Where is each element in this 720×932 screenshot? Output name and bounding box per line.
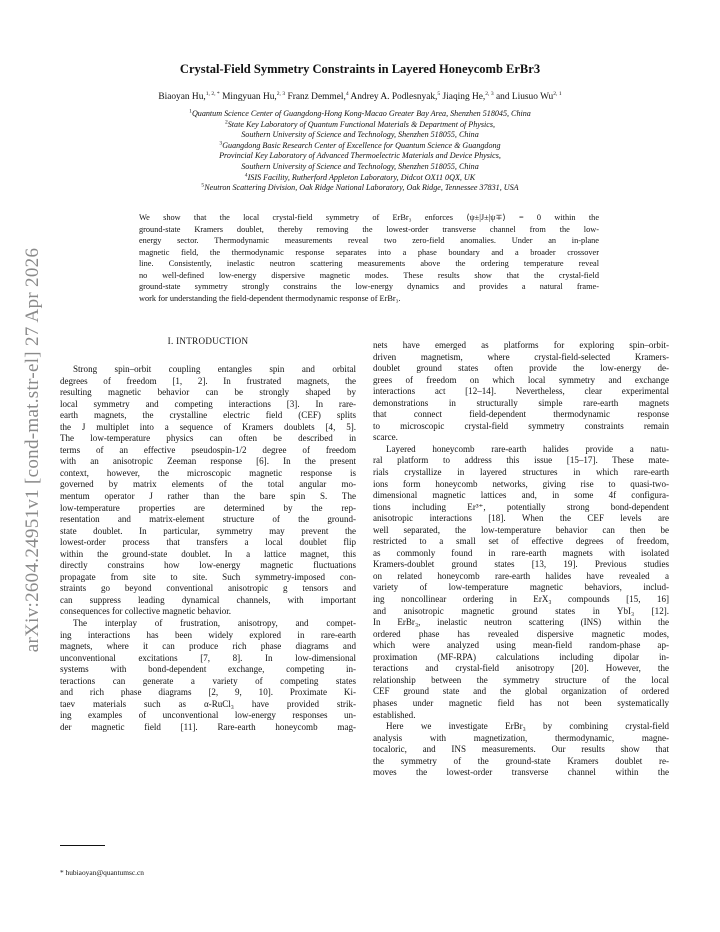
body-text-line: dimensional magnetic lattices and, in some 4f configura- — [373, 490, 669, 501]
author-name: Biaoyan Hu, — [158, 92, 206, 102]
author-name: Jiaqing He, — [440, 92, 486, 102]
body-text-line: ing examples of unconventional low-energy responses un- — [60, 710, 356, 721]
body-text-line: Kramers-doublet ground states [13, 19]. Previous studies — [373, 559, 669, 570]
affiliation-line — [0, 183, 720, 194]
body-text-line: Strong spin–orbit coupling entangles spin and orbital — [73, 364, 356, 374]
affiliation-line — [0, 141, 720, 152]
body-text-line: resentation and matrix-element structure of the ground- — [60, 514, 356, 525]
footnote-rule — [60, 845, 105, 846]
body-text-line: Here we investigate ErBr₃ by combining crystal-field — [386, 721, 669, 732]
body-text-line: taev materials such as α-RuCl₃ have provided strik- — [60, 698, 356, 709]
abstract-line: ground-state symmetry strongly constrains the low-energy dynamics and provides a natural frame- — [139, 282, 599, 292]
abstract-line: line. Consistently, inelastic neutron scattering measurements above the ordering temperature reveal — [139, 259, 599, 269]
author-name: Andrey A. Podlesnyak, — [348, 92, 438, 102]
body-text-line: consequences for collective magnetic behavior. — [60, 606, 232, 617]
body-text-line: In ErBr₃, inelastic neutron scattering (INS) within the — [373, 617, 669, 628]
affiliation-marker: 4 — [244, 171, 248, 178]
body-text-line: which were analyzed using mean-field random-phase ap- — [373, 640, 669, 651]
paper-title: Crystal-Field Symmetry Constraints in Layered Honeycomb ErBr3 — [179, 62, 541, 76]
body-text-line: ing interactions has been widely explored in rare-earth — [60, 629, 356, 640]
body-text-line: earth magnets, the crystalline electric field (CEF) splits — [60, 410, 356, 421]
body-text-line: analysis with magnetization, thermodynamic, magne- — [373, 732, 669, 743]
body-text-line: ing noncollinear ordering in ErX₃ compounds [15, 16] — [373, 594, 669, 605]
abstract-line: work for understanding the field-dependent thermodynamic response of ErBr₃. — [139, 293, 401, 303]
right-column — [373, 340, 669, 779]
body-text-line: anisotropic interactions [18]. When the CEF levels are — [373, 513, 669, 524]
left-column — [60, 336, 356, 734]
body-text-line: established. — [373, 709, 416, 720]
body-text-line: restricted to a small set of effective degrees of freedom, — [373, 536, 669, 547]
abstract-line: magnetic field, the thermodynamic response separates into a phase boundary and a broader crossover — [139, 247, 599, 257]
body-text-line: magnets, where it can produce rich phase diagrams and — [60, 641, 356, 652]
affiliation-list — [0, 109, 720, 194]
section-heading: I. INTRODUCTION — [167, 336, 249, 346]
body-text-line: propagate from site to site. Such symmetry-imposed con- — [60, 571, 356, 582]
body-text-line: degrees of freedom [1, 2]. In frustrated magnets, the — [60, 375, 356, 386]
affiliation-text: Neutron Scattering Division, Oak Ridge National Laboratory, Oak Ridge, Tennessee 37831, USA — [204, 183, 519, 193]
body-text-line: lowest-order process that transfers a local doublet flip — [60, 537, 356, 548]
body-text-line: governed by matrix elements of the total angular mo- — [60, 479, 356, 490]
body-text-line: moves the lowest-order transverse channel within the — [373, 767, 669, 778]
body-text-line: tions including Er³⁺, potentially strong bond-dependent — [373, 501, 669, 512]
body-text-line: local symmetry and competing interactions [3]. In rare- — [60, 398, 356, 409]
body-text-line: der magnetic field [11]. Rare-earth honeycomb mag- — [60, 721, 356, 732]
body-text-line: ordered phase has revealed dispersive magnetic modes, — [373, 628, 669, 639]
body-text-line: CEF ground state and the global organization of ordered — [373, 686, 669, 697]
abstract-line: We show that the local crystal-field symmetry of ErBr₃ enforces ⟨ψ±|J±|ψ∓⟩ = 0 within the — [139, 213, 599, 222]
affiliation-text: Guangdong Basic Research Center of Excellence for Quantum Science & Guangdong — [222, 140, 501, 150]
arxiv-sidebar — [18, 230, 48, 670]
body-text-line: The low-temperature physics can often be described in — [60, 433, 356, 444]
body-text-line: interactions act [12–14]. Nevertheless, clear experimental — [373, 386, 669, 397]
body-text-line: relationship between the symmetry structure of the local — [373, 674, 669, 685]
body-text-line: and rich phase diagrams [2, 9, 10]. Proximate Ki- — [60, 687, 356, 698]
affiliation-marker: 3 — [219, 140, 223, 147]
affiliation-text: State Key Laboratory of Quantum Functional Materials & Department of Physics, — [227, 119, 496, 129]
body-text-line: The interplay of frustration, anisotropy, and compet- — [73, 618, 356, 629]
body-text-line: Layered honeycomb rare-earth halides provide a natu- — [386, 443, 669, 454]
body-text-line: context, however, the microscopic magnetic response is — [60, 467, 356, 478]
body-text-line: demonstrations in structurally simple rare-earth magnets — [373, 397, 669, 408]
affiliation-text: Provincial Key Laboratory of Advanced Thermoelectric Materials and Device Physics, — [219, 151, 501, 161]
body-text-line: as commonly found in rare-earth magnets with isolated — [373, 547, 669, 558]
author-name: Franz Demmel, — [285, 92, 346, 102]
body-text-line: terms of an effective pseudospin-1/2 degree of freedom — [60, 444, 356, 455]
body-text-line: the J multiplet into a sequence of Kramers doublets [4, 5]. — [60, 421, 356, 432]
body-text-line: teractions can generate a variety of competing states — [60, 675, 356, 686]
body-text-line: state doublet. In particular, symmetry may prevent the — [60, 525, 356, 536]
author-affiliation-marker: 1, 2, * — [205, 90, 220, 97]
affiliation-marker: 2 — [224, 118, 228, 125]
body-text-line: tocaloric, and INS measurements. Our results show that — [373, 744, 669, 755]
abstract-line: energy sector. Thermodynamic measurements reveal two zero-field anomalies. Under an in-plane — [139, 236, 599, 246]
author-affiliation-marker: 5 — [437, 90, 441, 97]
body-text-line: rials crystallize in layered structures in which rare-earth — [373, 467, 669, 478]
author-affiliation-marker: 2, 1 — [553, 90, 562, 97]
affiliation-marker: 1 — [189, 108, 192, 115]
affiliation-text: ISIS Facility, Rutherford Appleton Laboratory, Didcot OX11 0QX, UK — [247, 172, 476, 182]
body-text-line: straints go beyond conventional anisotropic g tensors and — [60, 583, 356, 594]
body-text-line: ions form honeycomb networks, giving rise to quasi-two- — [373, 478, 669, 489]
author-list — [0, 92, 720, 102]
affiliation-line — [0, 130, 720, 141]
author-name: Mingyuan Hu, — [219, 92, 277, 102]
body-text-line: ral platform to address this issue [15–17]. These mate- — [373, 455, 669, 466]
body-text-line: to microscopic crystal-field symmetry constraints remain — [373, 420, 669, 431]
affiliation-text: Southern University of Science and Technology, Shenzhen 518055, China — [241, 130, 479, 140]
body-text-line: mentum operator J rather than the bare spin S. The — [60, 491, 356, 502]
body-text-line: with an anisotropic Zeeman response [6]. In the present — [60, 456, 356, 467]
body-text-line: driven magnetism, where crystal-field-selected Kramers- — [373, 351, 669, 362]
body-text-line: nets have emerged as platforms for exploring spin–orbit- — [373, 340, 669, 350]
body-text-line: can suppress leading dynamical channels, with important — [60, 594, 356, 605]
abstract-line: no well-defined low-energy dispersive magnetic modes. These results show that the crystal-field — [139, 270, 599, 280]
affiliation-line — [0, 109, 720, 120]
body-text-line: within the ground-state doublet. In a lattice magnet, this — [60, 548, 356, 559]
affiliation-text: Southern University of Science and Technology, Shenzhen 518055, China — [241, 161, 479, 171]
affiliation-line — [0, 120, 720, 131]
footnote: * hubiaoyan@quantumsc.cn — [60, 868, 144, 877]
author-affiliation-marker: 2, 3 — [485, 90, 494, 97]
affiliation-text: Quantum Science Center of Guangdong-Hong Kong-Macao Greater Bay Area, Shenzhen 518045, China — [191, 109, 531, 118]
body-text-line: well separated, the low-temperature behavior can then be — [373, 524, 669, 535]
affiliation-line — [0, 162, 720, 173]
body-text-line: scarce. — [373, 432, 398, 443]
abstract-line: ground-state Kramers doublet, thereby removing the lowest-order transverse channel from the low- — [139, 224, 599, 234]
affiliation-marker: 5 — [201, 182, 205, 189]
body-text-line: directly constrains how low-energy magnetic fluctuations — [60, 560, 356, 571]
arxiv-identifier: arXiv:2604.24951v1 [cond-mat.str-el] 27 Apr 2026 — [22, 247, 43, 653]
body-text-line: proximation (MF-RPA) calculations including dipolar in- — [373, 651, 669, 662]
body-text-line: on related honeycomb rare-earth halides have revealed a — [373, 570, 669, 581]
body-text-line: grees of freedom on which local symmetry and exchange — [373, 374, 669, 385]
body-text-line: unconventional excitations [7, 8]. In low-dimensional — [60, 652, 356, 663]
affiliation-line — [0, 173, 720, 184]
affiliation-line — [0, 151, 720, 162]
abstract — [139, 213, 599, 305]
author-affiliation-marker: 4 — [345, 90, 349, 97]
body-text-line: resulting magnetic behavior can be strongly shaped by — [60, 387, 356, 398]
body-text-line: teractions and crystal-field anisotropy [20]. However, the — [373, 663, 669, 674]
body-text-line: low-temperature properties are determined by the rep- — [60, 502, 356, 513]
body-text-line: that connect field-dependent thermodynamic response — [373, 409, 669, 420]
body-text-line: variety of low-temperature magnetic behaviors, includ- — [373, 582, 669, 593]
body-text-line: and anisotropic magnetic ground states in YbI₃ [12]. — [373, 605, 669, 616]
body-text-line: doublet ground states often provide the low-energy de- — [373, 363, 669, 374]
author-name: and Liusuo Wu — [493, 92, 554, 102]
body-text-line: the symmetry of the ground-state Kramers doublet re- — [373, 755, 669, 766]
author-affiliation-marker: 2, 3 — [276, 90, 286, 97]
body-text-line: phases under magnetic field has not been systematically — [373, 697, 669, 708]
body-text-line: systems with bond-dependent exchange, competing in- — [60, 664, 356, 675]
